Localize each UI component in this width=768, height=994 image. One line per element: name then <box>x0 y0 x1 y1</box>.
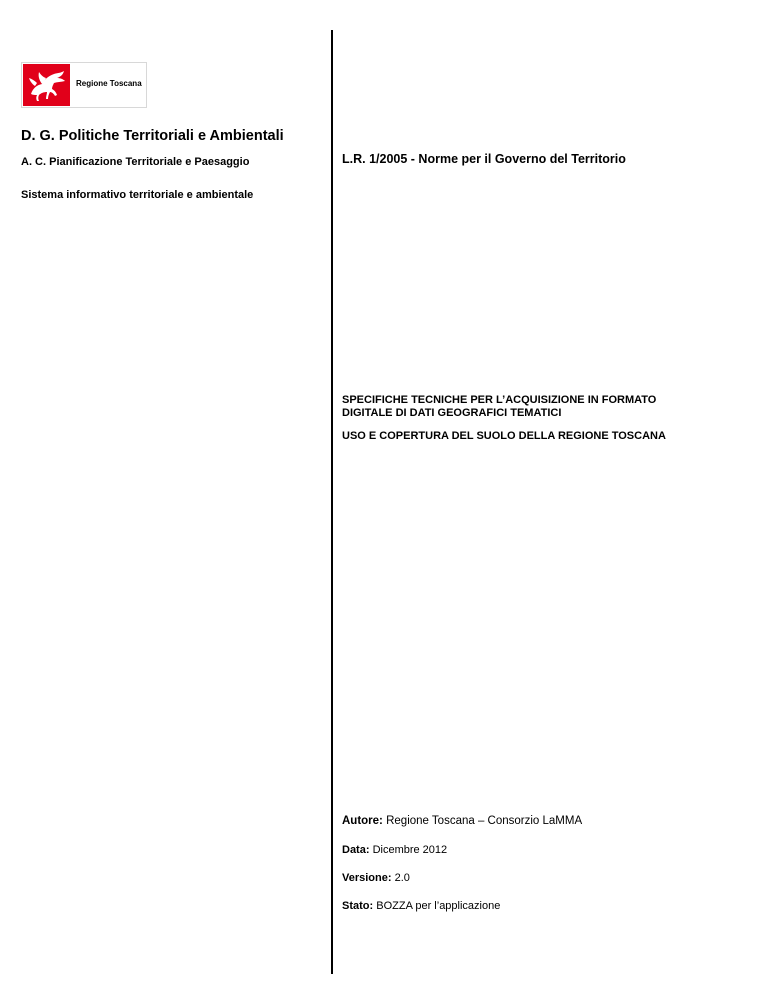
document-title-line-2: DIGITALE DI DATI GEOGRAFICI TEMATICI <box>342 407 562 419</box>
pegasus-icon <box>23 64 70 106</box>
document-title-line-1: SPECIFICHE TECNICHE PER L’ACQUISIZIONE IN FORMATO <box>342 394 657 406</box>
meta-author-value: Regione Toscana – Consorzio LaMMA <box>386 815 583 827</box>
logo-text: Regione Toscana <box>76 79 142 88</box>
meta-status-value: BOZZA per l’applicazione <box>376 900 501 912</box>
meta-author <box>342 815 582 827</box>
meta-date-value: Dicembre 2012 <box>372 844 448 856</box>
meta-version-value: 2.0 <box>394 872 410 884</box>
meta-version <box>342 872 410 884</box>
regione-toscana-logo <box>21 62 147 108</box>
meta-version-label: Versione: <box>342 872 395 884</box>
system-title: Sistema informativo territoriale e ambientale <box>21 189 254 201</box>
meta-date-label: Data: <box>342 844 373 856</box>
law-reference: L.R. 1/2005 - Norme per il Governo del Territorio <box>342 152 626 166</box>
area-title: A. C. Pianificazione Territoriale e Paesaggio <box>21 156 250 168</box>
document-subject: USO E COPERTURA DEL SUOLO DELLA REGIONE TOSCANA <box>342 430 666 442</box>
department-title: D. G. Politiche Territoriali e Ambientali <box>21 128 284 144</box>
meta-status-label: Stato: <box>342 900 377 912</box>
document-title <box>342 394 742 420</box>
meta-author-label: Autore: <box>342 815 387 827</box>
meta-date <box>342 844 447 856</box>
column-divider <box>331 30 333 974</box>
meta-status <box>342 900 500 912</box>
